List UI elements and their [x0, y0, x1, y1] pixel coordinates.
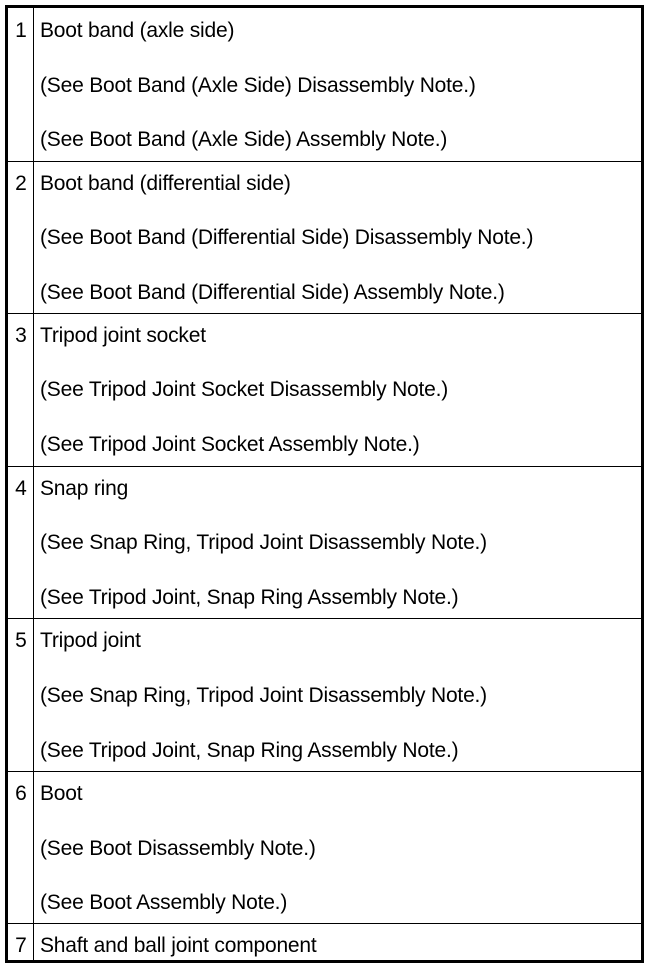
assembly-note: (See Boot Band (Differential Side) Assembly Note.): [40, 281, 505, 304]
part-name: Shaft and ball joint component: [40, 934, 317, 957]
part-name: Boot: [40, 782, 83, 805]
parts-table: [5, 5, 644, 963]
disassembly-note: (See Boot Band (Differential Side) Disassembly Note.): [40, 226, 534, 249]
assembly-note: (See Tripod Joint Socket Assembly Note.): [40, 433, 420, 456]
table-row: [8, 771, 641, 923]
item-number: 4: [15, 477, 27, 500]
assembly-note: (See Boot Band (Axle Side) Assembly Note.): [40, 128, 448, 151]
part-name: Tripod joint: [40, 629, 141, 652]
part-name: Boot band (differential side): [40, 172, 291, 195]
table-row: [8, 161, 641, 313]
assembly-note: (See Boot Assembly Note.): [40, 891, 288, 914]
part-name: Tripod joint socket: [40, 324, 206, 347]
table-row: [8, 8, 641, 161]
table-row: [8, 313, 641, 466]
item-number: 2: [15, 172, 27, 195]
item-number: 7: [15, 934, 27, 957]
item-number: 6: [15, 782, 27, 805]
table-row: [8, 923, 641, 960]
disassembly-note: (See Boot Disassembly Note.): [40, 837, 316, 860]
disassembly-note: (See Snap Ring, Tripod Joint Disassembly Note.): [40, 684, 487, 707]
assembly-note: (See Tripod Joint, Snap Ring Assembly Note.): [40, 739, 459, 762]
part-name: Snap ring: [40, 477, 129, 500]
part-name: Boot band (axle side): [40, 19, 235, 42]
assembly-note: (See Tripod Joint, Snap Ring Assembly Note.): [40, 586, 459, 609]
item-number: 1: [15, 19, 27, 42]
table-row: [8, 466, 641, 618]
disassembly-note: (See Boot Band (Axle Side) Disassembly Note.): [40, 74, 476, 97]
item-number: 3: [15, 324, 27, 347]
disassembly-note: (See Tripod Joint Socket Disassembly Note.): [40, 378, 449, 401]
table-row: [8, 618, 641, 771]
item-number: 5: [15, 629, 27, 652]
disassembly-note: (See Snap Ring, Tripod Joint Disassembly Note.): [40, 531, 487, 554]
